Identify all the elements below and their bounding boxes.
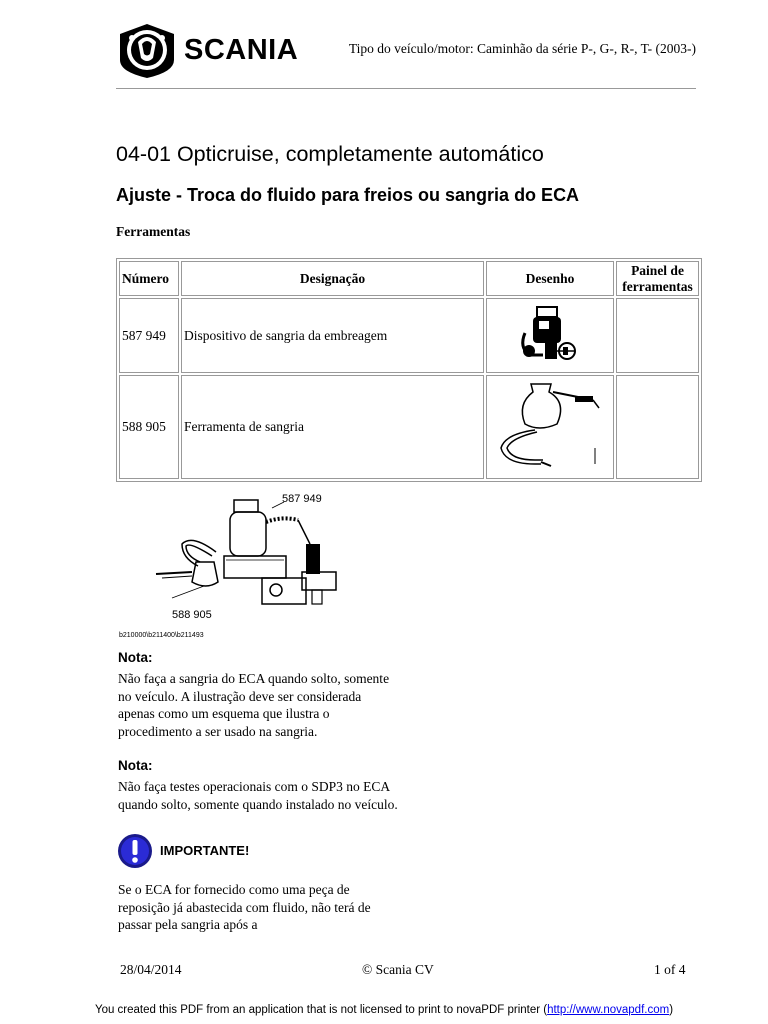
important-text: Se o ECA for fornecido como uma peça de reposição já abastecida com fluido, não terá de passar pela sangria após a: [118, 882, 371, 932]
label-587949: 587 949: [282, 493, 322, 505]
table-row: [119, 298, 699, 373]
cell-drawing: [486, 298, 614, 373]
vehicle-type: Tipo do veículo/motor: Caminhão da série P-, G-, R-, T- (2003-): [348, 41, 696, 56]
cell-tool-panel: [616, 298, 699, 373]
footer-copyright: © Scania CV: [362, 962, 434, 977]
cell-designation: Ferramenta de sangria: [181, 375, 484, 479]
page-title: 04-01 Opticruise, completamente automático: [116, 142, 544, 166]
tools-table: [116, 258, 702, 482]
header-divider: [116, 88, 696, 89]
table-header-row: [119, 261, 699, 296]
col-header-designation: Designação: [181, 261, 484, 296]
cell-tool-panel: [616, 375, 699, 479]
license-notice-suffix: ): [669, 1004, 674, 1016]
note-heading: Nota:: [118, 758, 153, 773]
note-heading: Nota:: [118, 650, 153, 665]
exclamation-icon: [117, 833, 153, 869]
bleeding-setup-illustration: [152, 486, 372, 626]
novapdf-link[interactable]: http://www.novapdf.com: [547, 1004, 670, 1016]
important-label: IMPORTANTE!: [160, 843, 250, 858]
note-text: Não faça testes operacionais com o SDP3 no ECA quando solto, somente quando instalado no veículo.: [118, 779, 398, 812]
footer-date: 28/04/2014: [120, 962, 182, 977]
bleeding-setup-drawing-icon: [152, 486, 372, 626]
tools-heading: Ferramentas: [116, 224, 191, 239]
col-header-number: Número: [119, 261, 179, 296]
label-588905: 588 905: [172, 609, 212, 621]
note-text: Não faça a sangria do ECA quando solto, somente no veículo. A ilustração deve ser considerada apenas como um esquema que ilustra o procedimento a ser usado na sangria.: [118, 671, 390, 739]
col-header-tool-panel: Painel de ferramentas: [616, 261, 699, 296]
page-subtitle: Ajuste - Troca do fluido para freios ou sangria do ECA: [116, 185, 580, 205]
col-header-drawing: Desenho: [486, 261, 614, 296]
cell-designation: Dispositivo de sangria da embreagem: [181, 298, 484, 373]
table-row: [119, 375, 699, 479]
cell-drawing: [486, 375, 614, 479]
cell-number: 588 905: [119, 375, 179, 479]
footer-page-number: 1 of 4: [654, 962, 686, 977]
illustration-caption: b210000\b211400\b211493: [119, 632, 204, 639]
brand-name: SCANIA: [184, 34, 299, 66]
clutch-bleeding-device-icon: [515, 303, 585, 365]
bleeding-tool-icon: [495, 378, 605, 472]
license-notice-text: You created this PDF from an application that is not licensed to print to novaPDF printer (: [94, 1004, 548, 1016]
scania-griffin-logo-icon: [116, 22, 178, 80]
cell-number: 587 949: [119, 298, 179, 373]
license-notice: [0, 1004, 768, 1016]
